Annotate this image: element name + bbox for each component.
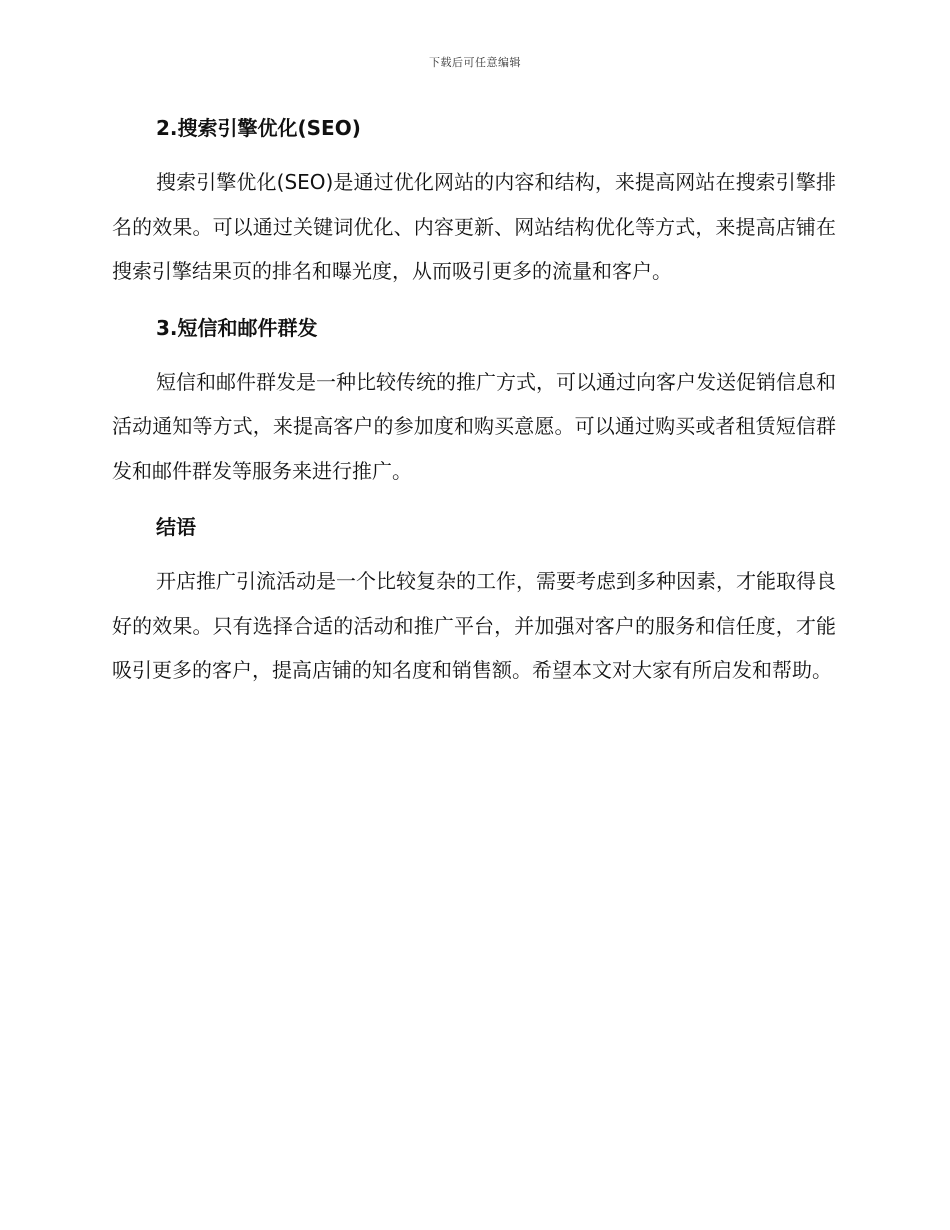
section-paragraph-conclusion: 开店推广引流活动是一个比较复杂的工作，需要考虑到多种因素，才能取得良好的效果。只有选择合适的活动和推广平台，并加强对客户的服务和信任度，才能吸引更多的客户，提高店铺的知名度和销售额。希望本文对大家有所启发和帮助。 [112,569,836,682]
page-header: 下载后可任意编辑 [429,56,521,69]
section-heading-seo: 2.搜索引擎优化(SEO) [156,116,361,140]
section-conclusion [112,507,836,693]
section-seo [112,108,836,294]
document-body [112,108,836,693]
section-paragraph-seo: 搜索引擎优化(SEO)是通过优化网站的内容和结构，来提高网站在搜索引擎排名的效果。可以通过关键词优化、内容更新、网站结构优化等方式，来提高店铺在搜索引擎结果页的排名和曝光度，从而吸引更多的流量和客户。 [112,170,836,283]
section-sms-email [112,308,836,494]
section-heading-sms-email: 3.短信和邮件群发 [156,315,318,340]
section-heading-conclusion: 结语 [156,515,196,539]
section-paragraph-sms-email: 短信和邮件群发是一种比较传统的推广方式，可以通过向客户发送促销信息和活动通知等方式，来提高客户的参加度和购买意愿。可以通过购买或者租赁短信群发和邮件群发等服务来进行推广。 [112,369,836,483]
